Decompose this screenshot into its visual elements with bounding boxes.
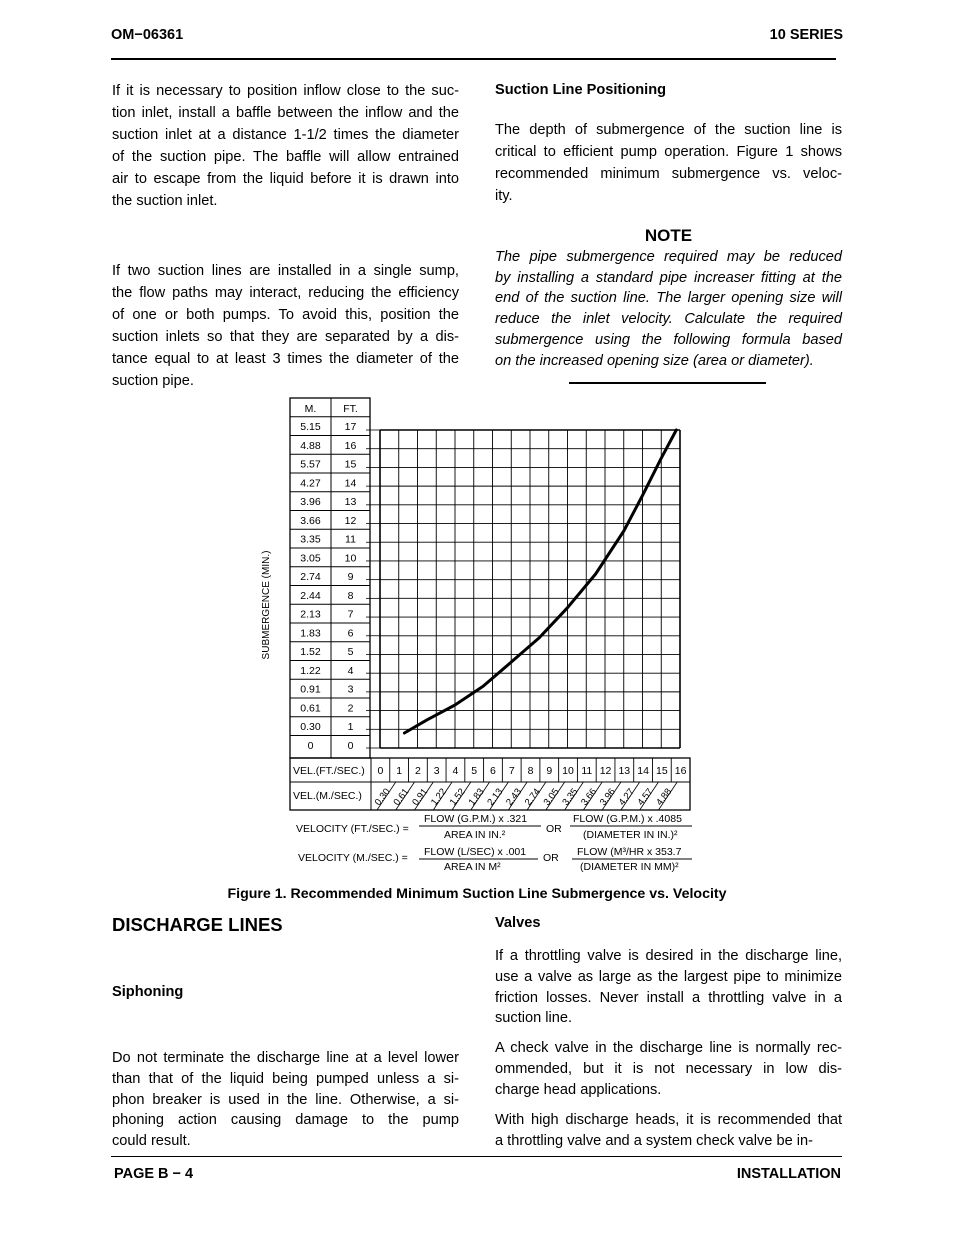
text-line: air to escape from the liquid before it is drawn into [112, 171, 459, 187]
y-axis-label: SUBMERGENCE (MIN.) [261, 550, 272, 660]
series-title: 10 SERIES [769, 27, 843, 43]
text-line: the suction inlet. [112, 193, 218, 209]
y-ft-tick-label: 13 [344, 496, 357, 509]
formula-ft-numerator-2: FLOW (G.P.M.) x .4085 [573, 813, 682, 825]
formula-ft-numerator-1: FLOW (G.P.M.) x .321 [424, 813, 528, 825]
text-line: If a throttling valve is desired in the discharge line, [495, 948, 842, 964]
text-line: tance equal to at least 3 times the diameter of the [112, 351, 459, 367]
y-ft-tick-label: 1 [347, 721, 354, 734]
text-line: tion inlet, install a baffle between the inflow and the [112, 105, 459, 121]
x-m-tick-label: 0.30 [372, 786, 393, 808]
y-ft-tick-label: 11 [345, 533, 356, 546]
y-ft-tick-label: 7 [347, 608, 354, 621]
y-ft-tick-label: 0 [347, 739, 354, 752]
x-ft-tick-label: 1 [396, 765, 403, 777]
x-ft-tick-label: 5 [471, 765, 478, 777]
x-m-tick-label: 4.88 [654, 786, 675, 808]
text-line: A check valve in the discharge line is normally rec- [495, 1040, 842, 1056]
text-line: If it is necessary to position inflow close to the suc- [112, 83, 459, 99]
y-ft-tick-label: 15 [344, 458, 357, 471]
x-m-axis-label: VEL.(M./SEC.) [293, 790, 362, 802]
x-ft-tick-label: 0 [377, 765, 384, 777]
formula-ft-denominator-1: AREA IN IN.² [444, 829, 506, 841]
y-ft-tick-label: 12 [344, 514, 357, 527]
text-line: on the increased opening size (area or diameter). [495, 352, 814, 369]
y-m-tick-label: 1.83 [300, 627, 321, 640]
text-line: Do not terminate the discharge line at a level lower [112, 1050, 459, 1066]
x-m-tick-label: 1.22 [428, 786, 450, 808]
x-m-tick-label: 3.35 [560, 786, 581, 808]
x-m-tick-label: 2.13 [485, 786, 506, 808]
text-line: submergence using the following formula based [495, 331, 842, 348]
y-ft-tick-label: 4 [347, 664, 354, 677]
y-m-tick-label: 0.30 [300, 721, 321, 734]
text-line: end of the suction line. The larger opening size will [495, 290, 842, 307]
x-m-tick-label: 3.96 [597, 786, 618, 808]
y-m-header: M. [304, 403, 317, 415]
text-line: suction inlet at a distance 1-1/2 times the diameter [112, 127, 459, 143]
x-m-tick-label: 1.52 [447, 786, 468, 808]
formula-ft-denominator-2: (DIAMETER IN IN.)² [583, 829, 678, 841]
y-ft-tick-label: 6 [347, 627, 354, 640]
y-m-tick-label: 0.91 [300, 683, 321, 696]
text-line: suction line. [495, 1010, 573, 1027]
text-line: a throttling valve and a system check valve be in- [495, 1132, 813, 1149]
text-line: reduce the inlet velocity. Calculate the required [495, 311, 842, 328]
y-ft-tick-label: 10 [344, 552, 357, 565]
formula-m-numerator-2: FLOW (M³/HR x 353.7 [577, 846, 682, 858]
text-line: ommended, but it is not necessary in low dis- [495, 1060, 842, 1077]
y-ft-tick-label: 3 [347, 683, 354, 696]
y-m-tick-label: 4.27 [300, 477, 321, 490]
y-ft-tick-label: 8 [347, 589, 354, 602]
text-line: The pipe submergence required may be reduced [495, 249, 842, 265]
x-ft-tick-label: 7 [508, 765, 515, 777]
formula-or-1: OR [546, 823, 562, 835]
text-line: phoning action causing damage to the pump [112, 1112, 459, 1129]
text-line: the flow paths may interact, reducing the efficiency [112, 285, 459, 301]
text-line: of the suction pipe. The baffle will allow entrained [112, 149, 459, 165]
y-ft-tick-label: 14 [344, 477, 357, 490]
text-line: With high discharge heads, it is recommended that [495, 1112, 842, 1128]
y-ft-header: FT. [343, 403, 358, 415]
y-m-tick-label: 1.22 [300, 664, 321, 677]
x-ft-tick-label: 4 [452, 765, 459, 777]
y-ft-tick-label: 5 [347, 646, 354, 659]
text-line: phon breaker is used in the line. Otherwise, a si- [112, 1091, 459, 1108]
y-m-tick-label: 3.66 [300, 514, 321, 527]
y-ft-tick-label: 2 [347, 702, 354, 715]
x-m-tick-label: 3.66 [579, 786, 600, 808]
valves-heading: Valves [495, 915, 541, 931]
y-ft-tick-label: 16 [344, 439, 357, 452]
y-m-tick-label: 5.57 [300, 458, 321, 471]
document-code: OM−06361 [111, 27, 184, 43]
x-ft-tick-label: 6 [490, 765, 496, 777]
text-line: use a valve as large as the largest pipe to minimize [495, 968, 842, 985]
x-m-tick-label: 0.61 [391, 786, 412, 808]
x-ft-tick-label: 12 [599, 765, 612, 777]
x-ft-tick-label: 3 [433, 765, 440, 777]
text-line: by installing a standard pipe increaser fitting at the [495, 269, 842, 286]
x-ft-tick-label: 2 [414, 765, 421, 777]
text-line: recommended minimum submergence vs. veloc- [495, 166, 842, 182]
x-ft-tick-label: 8 [527, 765, 534, 777]
x-ft-tick-label: 13 [618, 765, 631, 777]
siphoning-paragraph [112, 1048, 459, 1152]
text-line: of one or both pumps. To avoid this, position the [112, 307, 459, 323]
x-m-tick-label: 1.83 [466, 786, 487, 808]
check-valve-paragraph [495, 1038, 842, 1100]
y-m-tick-label: 1.52 [300, 646, 321, 659]
text-line: friction losses. Never install a throttling valve in a [495, 989, 842, 1006]
x-m-tick-label: 0.91 [410, 786, 431, 808]
text-line: than that of the liquid being pumped unless a si- [112, 1070, 459, 1087]
y-m-tick-label: 3.35 [300, 533, 321, 546]
y-ft-tick-label: 9 [347, 571, 354, 584]
figure-caption: Figure 1. Recommended Minimum Suction Line Submergence vs. Velocity [227, 886, 727, 902]
x-ft-axis-label: VEL.(FT./SEC.) [293, 765, 365, 777]
x-ft-tick-label: 10 [562, 765, 574, 777]
y-m-tick-label: 2.13 [300, 608, 321, 621]
text-line: The depth of submergence of the suction line is [495, 122, 842, 138]
text-line: charge head applications. [495, 1081, 662, 1098]
formula-m-numerator-1: FLOW (L/SEC) x .001 [424, 846, 527, 858]
y-m-tick-label: 0 [307, 739, 314, 752]
text-line: ity. [495, 188, 513, 204]
x-m-tick-label: 2.43 [504, 786, 525, 808]
footer-rule [111, 1156, 842, 1157]
formula-ft-label: VELOCITY (FT./SEC.) = [296, 823, 409, 835]
formula-m-denominator-2: (DIAMETER IN MM)² [580, 861, 679, 873]
y-ft-tick-label: 17 [344, 421, 357, 434]
note-title: NOTE [644, 226, 693, 245]
discharge-lines-heading: DISCHARGE LINES [112, 914, 283, 935]
y-m-tick-label: 2.74 [300, 571, 321, 584]
page-number: PAGE B − 4 [114, 1166, 194, 1182]
formula-m-label: VELOCITY (M./SEC.) = [298, 852, 408, 864]
high-discharge-paragraph [495, 1110, 842, 1152]
siphoning-heading: Siphoning [112, 984, 184, 1000]
y-m-tick-label: 5.15 [300, 421, 321, 434]
y-m-tick-label: 3.05 [300, 552, 321, 565]
x-ft-tick-label: 15 [656, 765, 668, 777]
y-m-tick-label: 0.61 [300, 702, 321, 715]
x-ft-tick-label: 11 [581, 765, 593, 777]
x-m-tick-label: 4.27 [616, 786, 637, 808]
x-m-tick-label: 2.74 [522, 786, 543, 808]
text-line: critical to efficient pump operation. Figure 1 shows [495, 144, 842, 160]
text-line: suction inlets so that they are separated by a dis- [112, 329, 459, 345]
suction-line-positioning-heading: Suction Line Positioning [495, 82, 667, 98]
section-name: INSTALLATION [736, 1166, 841, 1182]
x-ft-tick-label: 9 [546, 765, 553, 777]
formula-m-denominator-1: AREA IN M² [444, 861, 501, 873]
x-m-tick-label: 3.05 [541, 786, 562, 808]
y-m-tick-label: 2.44 [300, 589, 321, 602]
x-ft-tick-label: 14 [637, 765, 649, 777]
throttling-valve-paragraph [495, 946, 842, 1029]
y-m-tick-label: 3.96 [300, 496, 321, 509]
x-m-tick-label: 4.57 [635, 786, 656, 808]
formula-or-2: OR [543, 852, 559, 864]
y-m-tick-label: 4.88 [300, 439, 321, 452]
text-line: If two suction lines are installed in a single sump, [112, 263, 459, 279]
x-ft-tick-label: 16 [674, 765, 687, 777]
submergence-curve [404, 430, 676, 733]
text-line: suction pipe. [112, 373, 194, 389]
text-line: could result. [112, 1133, 191, 1150]
